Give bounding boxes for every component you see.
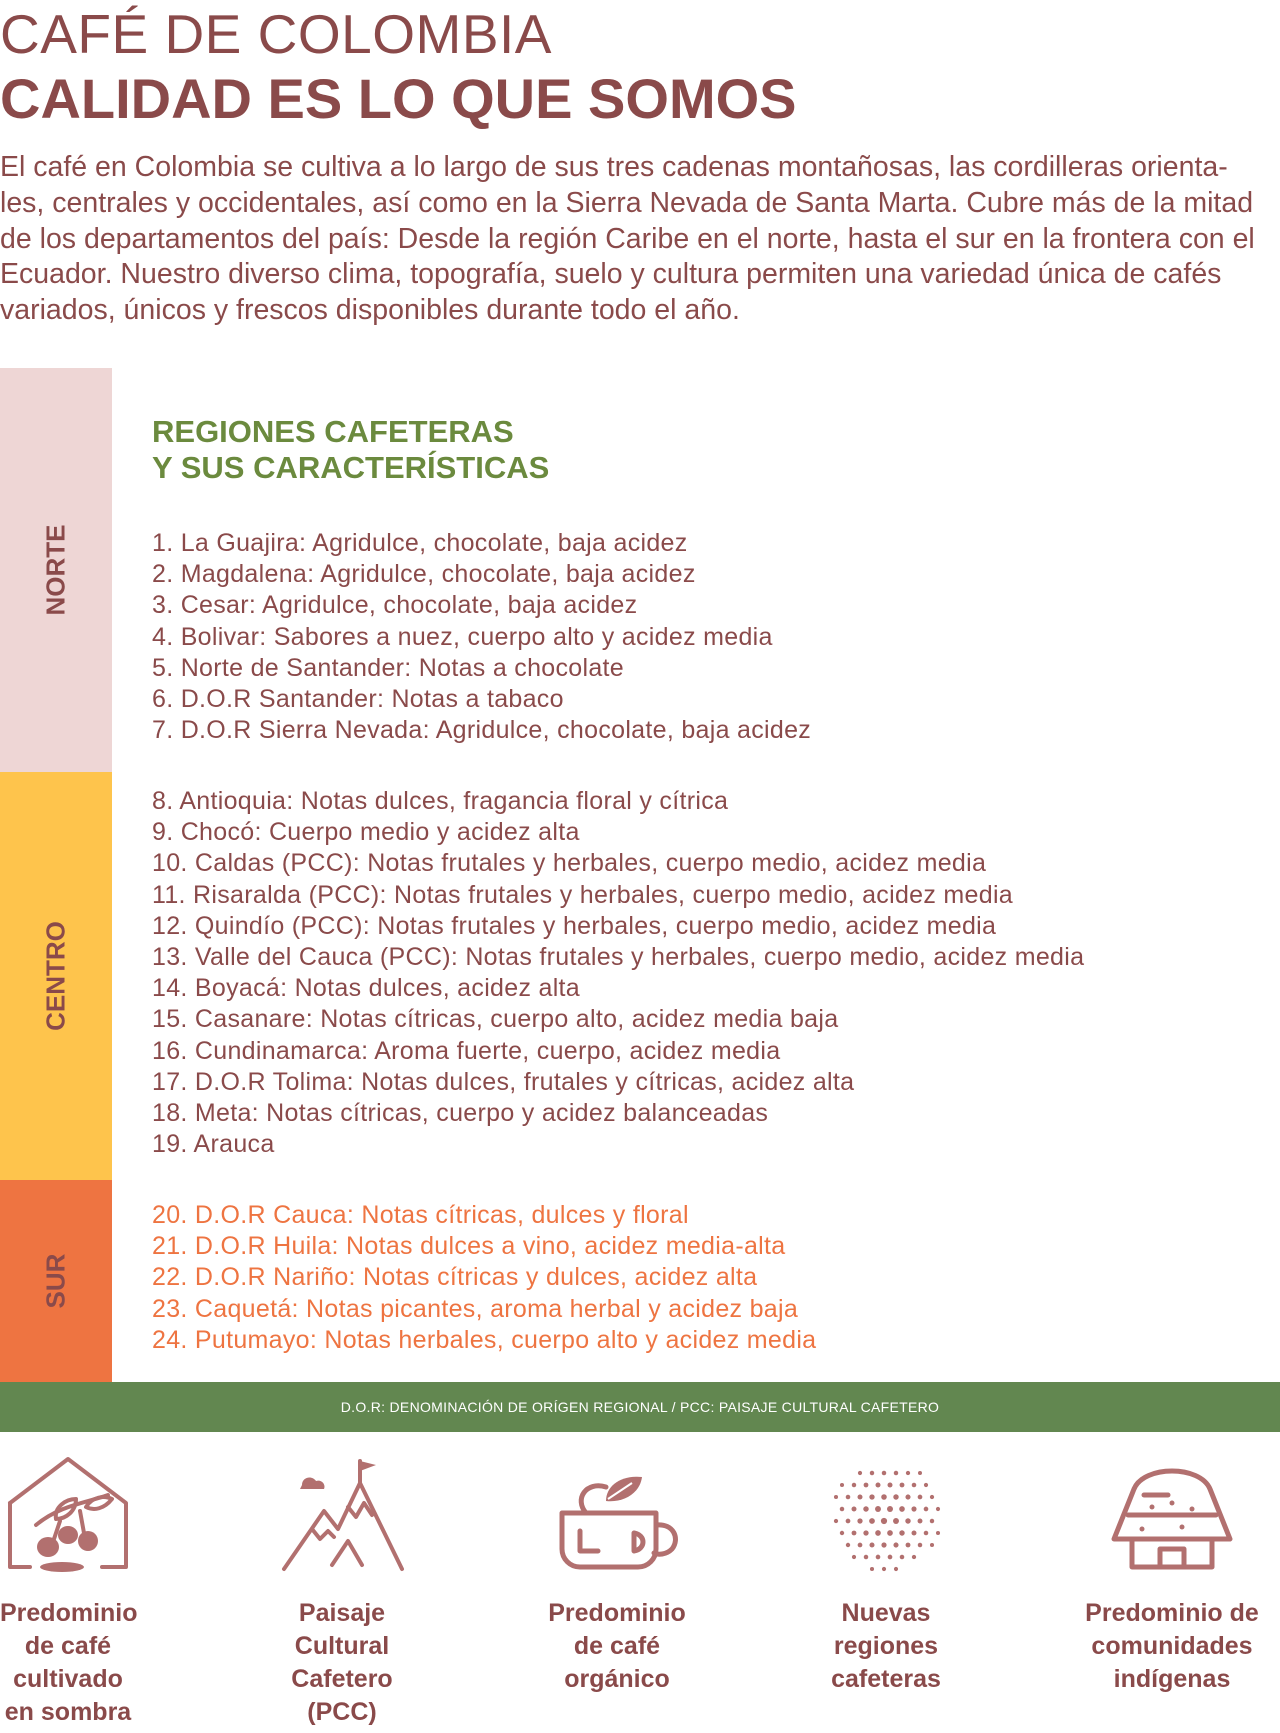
feature-label [1072, 1597, 1272, 1696]
dot [881, 1518, 887, 1524]
dotted-circle-icon [816, 1455, 956, 1575]
dot [881, 1494, 887, 1500]
dot [894, 1567, 898, 1571]
dot [840, 1531, 844, 1535]
dot [852, 1531, 857, 1536]
dot [869, 1518, 875, 1524]
list-item: 14. Boyacá: Notas dulces, acidez alta [152, 974, 581, 1003]
feature-label-line: Cultural [294, 1632, 390, 1660]
dot [912, 1555, 916, 1559]
dot [924, 1507, 929, 1512]
feature-label-line: Predominio de [1085, 1599, 1259, 1627]
list-item: 17. D.O.R Tolima: Notas dulces, frutales y cítricas, acidez alta [152, 1067, 855, 1096]
dot [900, 1555, 905, 1560]
dot [918, 1519, 923, 1524]
feature-label-line: cultivado [13, 1665, 123, 1693]
list-item: 18. Meta: Notas cítricas, cuerpo y acidez balanceadas [152, 1099, 769, 1128]
dot [900, 1483, 905, 1488]
dot [852, 1483, 856, 1487]
dot [918, 1543, 923, 1548]
legend-bar [0, 1382, 1280, 1432]
band-sur [0, 1180, 112, 1382]
dot [875, 1506, 881, 1512]
feature-indigenous [1072, 1455, 1272, 1696]
regions-list-norte [152, 528, 811, 746]
list-item: 6. D.O.R Santander: Notas a tabaco [152, 685, 564, 714]
dot [834, 1519, 838, 1523]
feature-label [0, 1597, 136, 1729]
feature-label-line: Predominio [0, 1599, 138, 1627]
list-item: 16. Cundinamarca: Aroma fuerte, cuerpo, acidez media [152, 1036, 781, 1065]
dot [840, 1483, 844, 1487]
dot [899, 1530, 904, 1535]
feature-pcc [272, 1455, 412, 1729]
feature-shade-coffee [0, 1455, 136, 1729]
feature-label [816, 1597, 956, 1696]
list-item: 12. Quindío (PCC): Notas frutales y herbales, cuerpo medio, acidez media [152, 911, 997, 940]
dot [893, 1494, 898, 1499]
feature-label-line: comunidades [1091, 1632, 1253, 1660]
list-item: 9. Chocó: Cuerpo medio y acidez alta [152, 818, 580, 847]
dot [852, 1555, 856, 1559]
feature-label-line: en sombra [4, 1698, 132, 1726]
dot [918, 1495, 923, 1500]
dot [888, 1555, 893, 1560]
dot [894, 1471, 898, 1475]
list-item: 7. D.O.R Sierra Nevada: Agridulce, chocolate, baja acidez [152, 716, 812, 745]
dot [936, 1531, 940, 1535]
dot [912, 1483, 917, 1488]
list-item: 23. Caquetá: Notas picantes, aroma herbal y acidez baja [152, 1294, 799, 1323]
feature-new-regions [816, 1455, 956, 1696]
list-item: 11. Risaralda (PCC): Notas frutales y herbales, cuerpo medio, acidez media [152, 880, 1014, 909]
list-item: 20. D.O.R Cauca: Notas cítricas, dulces y floral [152, 1201, 689, 1229]
feature-label-line: (PCC) [307, 1698, 377, 1726]
dot [881, 1542, 886, 1547]
regions-list-centro [152, 786, 1084, 1160]
dot [906, 1471, 910, 1475]
feature-label-line: de café [24, 1632, 112, 1660]
dot [887, 1506, 893, 1512]
feature-label-line: Cafetero [291, 1665, 393, 1693]
feature-label-line: indígenas [1113, 1665, 1231, 1693]
legend-text: D.O.R: DENOMINACIÓN DE ORÍGEN REGIONAL / PCC: PAISAJE CULTURAL CAFETERO [340, 1399, 940, 1415]
dot [869, 1494, 874, 1499]
dot [930, 1543, 934, 1547]
dot [893, 1518, 899, 1524]
intro-paragraph: El café en Colombia se cultiva a lo largo de sus tres cadenas montañosas, las cordilleras orienta-les, centrales y occidentales, así como en la Sierra Nevada de Santa Marta. Cubre más de la mitad de los departamentos del país: Desde la región Caribe en el norte, hasta el sur en la frontera con el Ecuador. Nuestro diverso clima, topografía, suelo y cultura permiten una variedad única de cafés variados, únicos y frescos disponibles durante todo el año. [0, 151, 1255, 327]
dot [911, 1506, 916, 1511]
dot [882, 1567, 886, 1571]
list-item: 4. Bolivar: Sabores a nuez, cuerpo alto y acidez media [152, 622, 773, 651]
feature-label-line: orgánico [564, 1665, 670, 1693]
dot [863, 1530, 868, 1535]
list-item: 3. Cesar: Agridulce, chocolate, baja acidez [152, 591, 638, 620]
dot [876, 1483, 881, 1488]
feature-label-line: Paisaje [298, 1599, 386, 1627]
dot [840, 1507, 844, 1511]
dot [876, 1555, 881, 1560]
dot [930, 1519, 934, 1523]
regions-section-title [152, 414, 549, 486]
feature-label-line: de café [573, 1632, 661, 1660]
dot [882, 1471, 887, 1476]
list-item: 24. Putumayo: Notas herbales, cuerpo alto y acidez media [152, 1325, 817, 1354]
list-item: 22. D.O.R Nariño: Notas cítricas y dulces, acidez alta [152, 1263, 758, 1292]
dot [864, 1483, 869, 1488]
dot [858, 1471, 862, 1475]
dot [911, 1530, 916, 1535]
dot [893, 1542, 898, 1547]
dot [906, 1543, 911, 1548]
dot [905, 1518, 910, 1523]
regions-list-sur [152, 1200, 816, 1356]
band-label-norte: NORTE [40, 524, 71, 616]
dot [924, 1483, 928, 1487]
coffee-cup-leaf-icon [542, 1455, 692, 1575]
shade-coffee-icon [0, 1455, 136, 1575]
feature-label [272, 1597, 412, 1729]
band-centro [0, 772, 112, 1180]
band-label-sur: SUR [40, 1253, 71, 1309]
dot [936, 1507, 940, 1511]
feature-organic [542, 1455, 692, 1696]
dot [863, 1506, 868, 1511]
band-norte [0, 368, 112, 772]
dot [887, 1482, 892, 1487]
page-title: CAFÉ DE COLOMBIA [0, 3, 552, 65]
dot [846, 1495, 851, 1500]
dot [870, 1471, 874, 1475]
feature-label-line: regiones [833, 1632, 939, 1660]
dot [924, 1531, 929, 1536]
mountain-flag-icon [272, 1455, 412, 1575]
dot [869, 1542, 874, 1547]
dot [834, 1495, 838, 1499]
page-subtitle: CALIDAD ES LO QUE SOMOS [0, 67, 797, 130]
dot [875, 1530, 881, 1536]
feature-label-line: cafeteras [831, 1665, 941, 1693]
dot [846, 1543, 850, 1547]
list-item: 8. Antioquia: Notas dulces, fragancia floral y cítrica [152, 787, 729, 815]
dot [870, 1567, 874, 1571]
regions-title-line2: Y SUS CARACTERÍSTICAS [152, 450, 550, 485]
dot [857, 1518, 862, 1523]
list-item: 13. Valle del Cauca (PCC): Notas frutales y herbales, cuerpo medio, acidez media [152, 943, 1085, 972]
feature-label-line: Predominio [548, 1599, 686, 1627]
list-item: 2. Magdalena: Agridulce, chocolate, baja acidez [152, 560, 696, 589]
feature-label [542, 1597, 692, 1696]
dot [918, 1471, 922, 1475]
dot [858, 1495, 863, 1500]
dot [858, 1543, 863, 1548]
feature-label-line: Nuevas [841, 1599, 931, 1627]
list-item: 10. Caldas (PCC): Notas frutales y herbales, cuerpo medio, acidez media [152, 849, 987, 878]
dot [887, 1530, 893, 1536]
list-item: 1. La Guajira: Agridulce, chocolate, baja acidez [152, 529, 688, 557]
dot [864, 1555, 868, 1559]
dot [905, 1494, 910, 1499]
indigenous-hut-icon [1072, 1455, 1272, 1575]
list-item: 5. Norte de Santander: Notas a chocolate [152, 653, 625, 682]
dot [846, 1519, 851, 1524]
list-item: 21. D.O.R Huila: Notas dulces a vino, acidez media-alta [152, 1232, 786, 1261]
band-label-centro: CENTRO [40, 921, 71, 1031]
dot [930, 1495, 934, 1499]
regions-title-line1: REGIONES CAFETERAS [152, 414, 514, 449]
list-item: 19. Arauca [152, 1130, 275, 1159]
dot [899, 1506, 905, 1512]
dot [852, 1507, 857, 1512]
list-item: 15. Casanare: Notas cítricas, cuerpo alto, acidez media baja [152, 1005, 839, 1034]
